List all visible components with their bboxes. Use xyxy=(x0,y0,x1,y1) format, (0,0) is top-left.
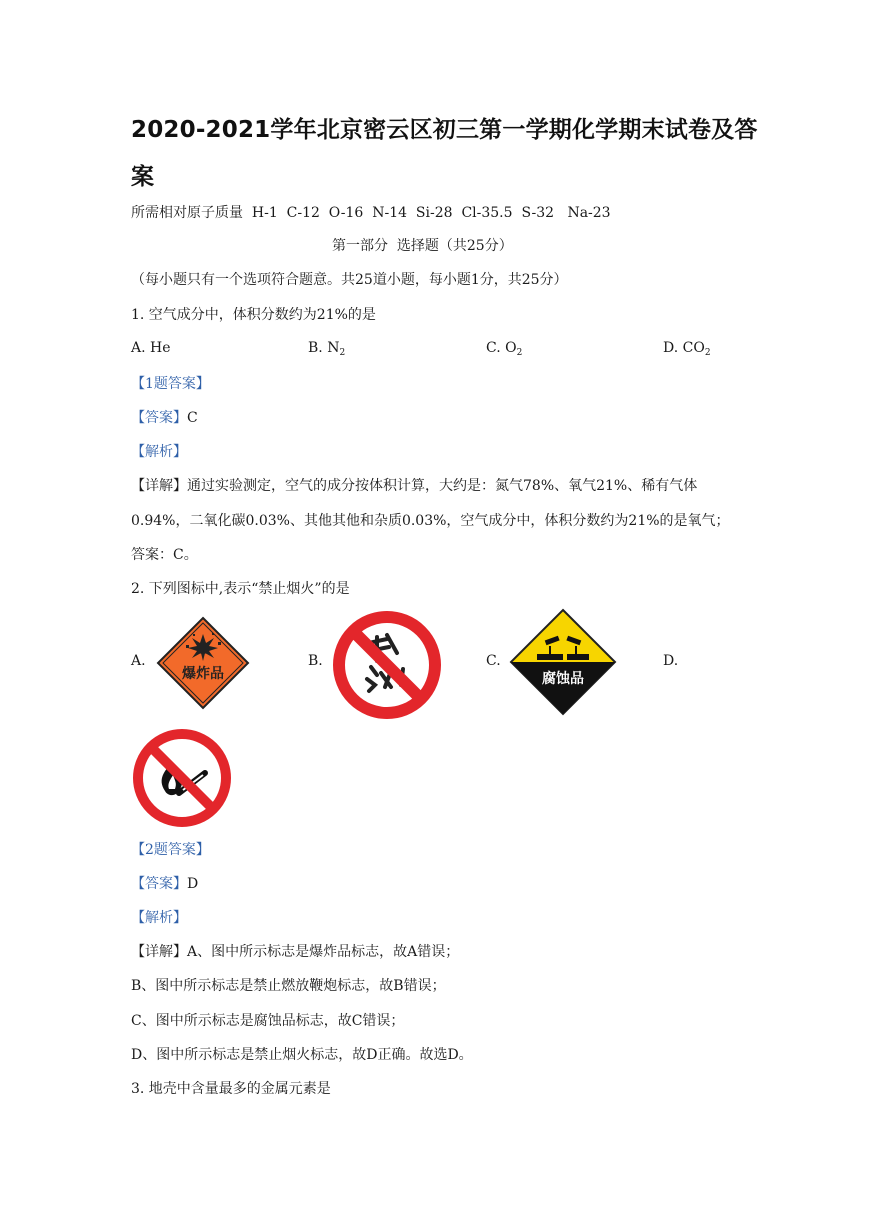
no-fire-sign-icon xyxy=(131,727,233,829)
option-text: O xyxy=(505,340,517,356)
q2-detail-line2: B、图中所示标志是禁止燃放鞭炮标志，故B错误； xyxy=(131,978,446,994)
option-label: A. xyxy=(131,340,146,356)
answer-tag: 【答案】 xyxy=(131,876,187,892)
q1-option-a xyxy=(131,340,171,356)
q1-detail-line3: 答案：C。 xyxy=(131,547,198,563)
explosive-sign-label: 爆炸品 xyxy=(182,666,224,682)
q2-answer xyxy=(131,874,198,894)
option-subscript: 2 xyxy=(704,348,711,358)
q2-stem: 2. 下列图标中,表示“禁止烟火”的是 xyxy=(131,581,350,597)
detail-tag: 【详解】 xyxy=(131,944,187,960)
q1-option-c xyxy=(486,340,522,358)
q2-option-b-label: B. xyxy=(308,653,323,669)
document-title-line1: 2020-2021学年北京密云区初三第一学期化学期末试卷及答 xyxy=(131,117,758,143)
option-label: D. xyxy=(663,340,679,356)
no-firecrackers-sign-icon xyxy=(331,609,443,721)
q1-answer xyxy=(131,408,198,428)
answer-value: D xyxy=(187,876,199,892)
q1-answer-header: 【1题答案】 xyxy=(131,376,210,392)
q1-stem: 1. 空气成分中，体积分数约为21%的是 xyxy=(131,307,376,323)
option-subscript: 2 xyxy=(516,348,523,358)
q2-option-d-label: D. xyxy=(663,653,679,669)
answer-value: C xyxy=(187,410,198,426)
corrosive-sign-icon xyxy=(509,608,617,716)
option-label: B. xyxy=(308,340,323,356)
q1-detail-line1 xyxy=(131,476,697,496)
option-label: C. xyxy=(486,340,501,356)
detail-text: 通过实验测定，空气的成分按体积计算，大约是：氮气78%、氧气21%、稀有气体 xyxy=(187,478,698,494)
q1-detail-line2: 0.94%，二氧化碳0.03%、其他其他和杂质0.03%，空气成分中，体积分数约为21%的是氧气； xyxy=(131,513,730,529)
q2-detail-line3: C、图中所示标志是腐蚀品标志，故C错误； xyxy=(131,1013,405,1029)
q2-option-a-label: A. xyxy=(131,653,146,669)
explosive-sign-icon xyxy=(156,616,250,710)
atomic-masses: 所需相对原子质量 H-1 C-12 O-16 N-14 Si-28 Cl-35.5 S-32 Na-23 xyxy=(131,205,611,221)
answer-tag: 【答案】 xyxy=(131,410,187,426)
section-note: （每小题只有一个选项符合题意。共25道小题，每小题1分，共25分） xyxy=(131,272,568,288)
option-subscript: 2 xyxy=(339,348,346,358)
option-text: N xyxy=(327,340,340,356)
document-title-line2: 案 xyxy=(131,164,155,190)
q1-option-b xyxy=(308,340,345,358)
section-title: 第一部分 选择题（共25分） xyxy=(332,238,513,254)
q2-option-c-label: C. xyxy=(486,653,501,669)
option-text: CO xyxy=(682,340,705,356)
detail-tag: 【详解】 xyxy=(131,478,187,494)
q2-answer-header: 【2题答案】 xyxy=(131,842,210,858)
q1-analysis-tag: 【解析】 xyxy=(131,444,187,460)
q1-option-d xyxy=(663,340,711,358)
q2-detail-line4: D、图中所示标志是禁止烟火标志，故D正确。故选D。 xyxy=(131,1047,473,1063)
q3-stem: 3. 地壳中含量最多的金属元素是 xyxy=(131,1081,331,1097)
q2-detail-line1 xyxy=(131,942,459,962)
detail-text: A、图中所示标志是爆炸品标志，故A错误； xyxy=(187,944,460,960)
q2-analysis-tag: 【解析】 xyxy=(131,910,187,926)
corrosive-sign-label: 腐蚀品 xyxy=(542,671,584,687)
option-text: He xyxy=(150,340,171,356)
